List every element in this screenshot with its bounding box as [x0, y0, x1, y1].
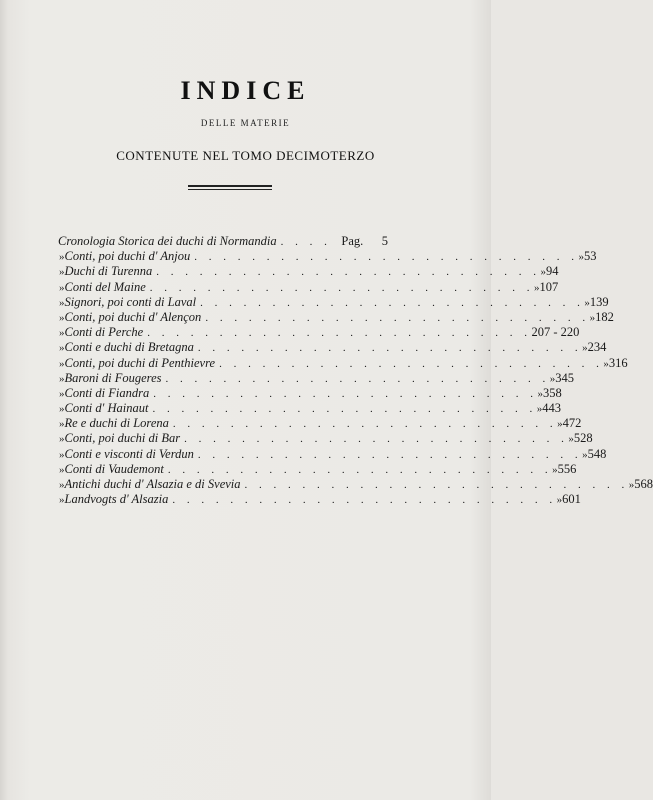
toc-entry-ditto-mark: » [59, 266, 65, 279]
table-of-contents [58, 234, 653, 507]
toc-entry [58, 340, 607, 355]
toc-entry-ditto-mark: » [59, 418, 65, 431]
toc-entry-label: Re e duchi di Lorena [64, 416, 169, 431]
toc-page-ditto-mark: » [568, 433, 574, 446]
toc-entry [58, 416, 582, 431]
toc-entry [58, 249, 597, 264]
toc-entry [58, 446, 607, 462]
toc-entry-ditto-mark: » [59, 463, 65, 476]
toc-entry [58, 431, 593, 446]
toc-dot-leader: . . . . . . . . . . . . . . . . . . . . . . . . . . . [244, 479, 629, 491]
toc-entry-ditto-mark: » [59, 342, 65, 355]
toc-entry-label: Signori, poi conti di Laval [64, 294, 197, 309]
toc-entry [58, 385, 562, 401]
toc-entry-page: 107 [539, 279, 559, 294]
toc-entry-label: Baroni di Fougeres [64, 370, 162, 385]
toc-entry-label: Conti d' Hainaut [64, 401, 149, 416]
toc-entry [58, 477, 653, 492]
toc-page-ditto-mark: » [556, 494, 563, 507]
toc-entry-label: Conti, poi duchi di Bar [64, 431, 181, 446]
toc-entry-page: 182 [595, 309, 614, 324]
toc-entry-page: 345 [555, 370, 574, 385]
toc-dot-leader: . . . . . . . . . . . . . . . . . . . . . . . . . . . [153, 387, 538, 400]
toc-entry-ditto-mark: » [59, 311, 65, 324]
toc-page-ditto-mark: » [534, 281, 540, 294]
toc-dot-leader: . . . . . . . . . . . . . . . . . . . . . . . . . . . [197, 448, 583, 461]
toc-entry-ditto-mark: » [59, 494, 65, 507]
toc-entry-label: Conti del Maine [64, 279, 146, 294]
toc-dot-leader: . . . . . . . . . . . . . . . . . . . . . . . . . . . [172, 494, 557, 507]
toc-page-ditto-mark: » [578, 251, 584, 264]
toc-entry-label: Conti e visconti di Verdun [64, 446, 194, 461]
toc-entry-page: 568 [634, 477, 653, 491]
toc-entry-page: 443 [542, 401, 561, 416]
toc-page-ditto-mark: » [540, 266, 546, 279]
toc-pag-label: Pag. [341, 234, 364, 248]
toc-entry-page: 556 [557, 461, 577, 476]
toc-entry-page: 139 [589, 294, 609, 309]
toc-entry-ditto-mark: » [59, 479, 65, 491]
toc-page-ditto-mark: » [537, 387, 543, 400]
toc-page-ditto-mark: » [603, 357, 609, 370]
toc-dot-leader: . . . . . . . . . . . . . . . . . . . . . . . . . . . [172, 418, 558, 431]
toc-dot-leader: . . . . . . . . . . . . . . . . . . . . . . . . . . . [149, 281, 534, 294]
toc-entry-page: 53 [583, 249, 597, 264]
toc-dot-leader: . . . . . . . . . . . . . . . . . . . . . . . . . . . [152, 403, 537, 416]
toc-entry-label: Conti di Vaudemont [64, 461, 164, 476]
toc-entry-page: 234 [587, 340, 607, 355]
toc-entry-ditto-mark: » [59, 251, 65, 264]
toc-entry-label: Landvogts d' Alsazia [64, 492, 169, 507]
toc-entry-label: Duchi di Turenna [64, 264, 153, 279]
toc-page-ditto-mark: » [549, 372, 556, 385]
toc-dot-leader: . . . . . . . . . . . . . . . . . . . . . . . . . . . [165, 372, 550, 385]
toc-dot-leader: . . . . . . . . . . . . . . . . . . . . . . . . . . . [194, 251, 579, 264]
toc-entry-label: Conti di Perche [64, 325, 144, 340]
toc-entry-page: 207 - 220 [531, 325, 580, 340]
toc-dot-leader: . . . . . . . . . . . . . . . . . . . . . . . . . . . [147, 327, 532, 340]
toc-entry-ditto-mark: » [59, 281, 65, 294]
toc-entry-page: 472 [562, 416, 582, 431]
toc-entry [58, 401, 561, 416]
toc-entry-page: 548 [587, 446, 607, 461]
toc-entry-label: Conti di Fiandra [64, 385, 150, 400]
toc-dot-leader: . . . . . . . . . . . . . . . . . . . . . . . . . . . [200, 296, 585, 309]
toc-entry-label: Antichi duchi d' Alsazia e di Svevia [64, 477, 241, 491]
toc-entry [58, 294, 609, 310]
toc-entry-label: Conti e duchi di Bretagna [64, 340, 194, 355]
toc-page-ditto-mark: » [582, 342, 588, 355]
toc-entry-page: 316 [608, 355, 628, 370]
page-subtitle: DELLE MATERIE [200, 118, 291, 128]
toc-dot-leader: . . . . . . . . . . . . . . . . . . . . . . . . . . . [156, 266, 541, 279]
toc-dot-leader: . . . . . . . . . . . . . . . . . . . . . . . . . . . [167, 463, 553, 476]
toc-entry-ditto-mark: » [59, 357, 65, 370]
toc-entry-page: 94 [545, 264, 559, 279]
toc-entry-ditto-mark: » [59, 448, 65, 461]
toc-dot-leader: . . . . . . . . . . . . . . . . . . . . . . . . . . . [184, 433, 569, 446]
toc-entry [58, 325, 580, 340]
toc-entry [58, 461, 577, 477]
toc-entry-label: Conti, poi duchi di Penthievre [64, 355, 216, 370]
toc-entry-page: 5 [381, 234, 388, 248]
toc-dot-leader: . . . . [280, 236, 332, 248]
toc-entry [58, 370, 574, 386]
toc-entry [58, 309, 614, 325]
toc-page-ditto-mark: » [536, 403, 543, 416]
toc-dot-leader: . . . . . . . . . . . . . . . . . . . . . . . . . . . [205, 311, 590, 324]
toc-entry-label: Cronologia Storica dei duchi di Normandia [58, 234, 277, 248]
toc-entry-page: 601 [562, 492, 581, 507]
toc-entry-ditto-mark: » [59, 387, 65, 400]
toc-page-ditto-mark: » [557, 418, 563, 431]
toc-entry-ditto-mark: » [59, 433, 65, 446]
toc-page-ditto-mark: » [628, 479, 635, 491]
toc-page-ditto-mark: » [582, 448, 588, 461]
toc-entry [58, 355, 628, 371]
toc-entry-label: Conti, poi duchi d' Alençon [64, 309, 202, 324]
toc-entries [58, 249, 653, 507]
toc-dot-leader: . . . . . . . . . . . . . . . . . . . . . . . . . . . [219, 357, 604, 370]
toc-entry [58, 492, 581, 507]
toc-entry-ditto-mark: » [59, 403, 65, 416]
toc-page-ditto-mark: » [552, 463, 558, 476]
toc-page-ditto-mark: » [589, 311, 596, 324]
toc-entry [58, 264, 559, 279]
toc-entry-ditto-mark: » [59, 296, 65, 309]
toc-entry-label: Conti, poi duchi d' Anjou [64, 249, 191, 264]
toc-entry-ditto-mark: » [59, 372, 65, 385]
toc-dot-leader: . . . . . . . . . . . . . . . . . . . . . . . . . . . [197, 342, 583, 355]
page-subtitle-volume: CONTENUTE NEL TOMO DECIMOTERZO [116, 148, 375, 163]
divider-rule-bottom [188, 189, 272, 190]
toc-page-ditto-mark: » [584, 296, 590, 309]
toc-entry [58, 234, 388, 249]
toc-entry-ditto-mark: » [59, 327, 65, 340]
page-title: INDICE [180, 76, 311, 105]
divider-rule-top [188, 185, 272, 187]
toc-entry-page: 358 [542, 385, 562, 400]
toc-entry-page: 528 [573, 431, 593, 446]
toc-entry [58, 279, 559, 295]
